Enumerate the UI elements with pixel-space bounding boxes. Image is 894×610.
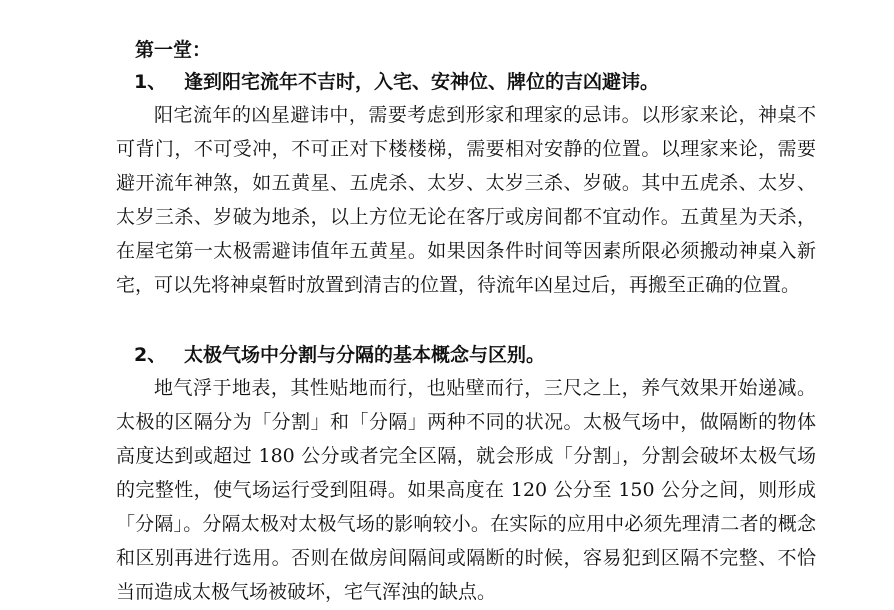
section-1-number: 1、: [134, 71, 167, 93]
section-1-heading: [134, 68, 659, 96]
section-2-number: 2、: [134, 344, 167, 366]
lesson-title: 第一堂：: [135, 39, 212, 61]
section-2-paragraph: 地气浮于地表，其性贴地而行，也贴壁而行，三尺之上，养气效果开始递减。太极的区隔分为「分割」和「分隔」两种不同的状况。太极气场中，做隔断的物体高度达到或超过 180 公分或者完全区隔，就会形成「分割」，分割会破坏太极气场的完整性，使气场运行受到阻碍。如果高度在 120 公分至 150 公分之间，则形成「分隔」。分隔太极对太极气场的影响较小。在实际的应用中必须先理清二者的概念和区别再进行选用。否则在做房间隔间或隔断的时候，容易犯到区隔不完整、不恰当而造成太极气场被破坏，宅气浑浊的缺点。: [116, 377, 816, 603]
section-1-paragraph: 阳宅流年的凶星避讳中，需要考虑到形家和理家的忌讳。以形家来论，神桌不可背门，不可受冲，不可正对下楼楼梯，需要相对安静的位置。以理家来论，需要避开流年神煞，如五黄星、五虎杀、太岁、太岁三杀、岁破。其中五虎杀、太岁、太岁三杀、岁破为地杀，以上方位无论在客厅或房间都不宜动作。五黄星为天杀，在屋宅第一太极需避讳值年五黄星。如果因条件时间等因素所限必须搬动神桌入新宅，可以先将神桌暂时放置到清吉的位置，待流年凶星过后，再搬至正确的位置。: [116, 104, 816, 296]
section-2-title: 太极气场中分割与分隔的基本概念与区别。: [184, 344, 546, 366]
section-1-title: 逢到阳宅流年不吉时，入宅、安神位、牌位的吉凶避讳。: [184, 71, 660, 93]
section-2-heading: [134, 341, 545, 369]
